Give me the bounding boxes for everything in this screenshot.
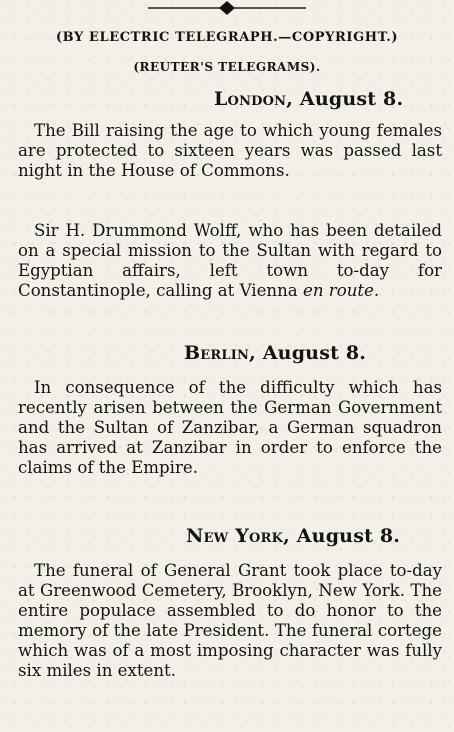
dateline-berlin: [184, 342, 366, 364]
dateline-city: London,: [214, 88, 294, 110]
italic-phrase: en route.: [303, 281, 380, 300]
dateline-date: August 8.: [296, 525, 401, 547]
article-paragraph: Sir H. Drummond Wolff, who has been detailed on a special mission to the Sultan with regard to Egyptian affairs, left town to-day for Constantinople, calling at Vienna en route.: [18, 221, 442, 300]
agency-header: (REUTER'S TELEGRAMS).: [133, 60, 321, 74]
dateline-date: August 8.: [262, 342, 367, 364]
dateline-city: Berlin,: [184, 342, 256, 364]
article-paragraph: The Bill raising the age to which young females are protected to sixteen years was passed last night in the House of Commons.: [18, 121, 442, 180]
article-paragraph: In consequence of the difficulty which has recently arisen between the German Government and the Sultan of Zanzibar, a German squadron has arrived at Zanzibar in order to enforce the claims of the Empire.: [18, 378, 442, 477]
dateline-city: New York,: [186, 525, 290, 547]
dateline-london: [214, 88, 403, 110]
dateline-date: August 8.: [299, 88, 404, 110]
source-header: (BY ELECTRIC TELEGRAPH.—COPYRIGHT.): [55, 30, 399, 45]
article-paragraph: The funeral of General Grant took place to-day at Greenwood Cemetery, Brooklyn, New York. The entire populace assembled to do honor to the memory of the late President. The funeral cortege which was of a most imposing character was fully six miles in extent.: [18, 561, 442, 680]
dash-ornament-icon: [0, 0, 454, 16]
dateline-new-york: [186, 525, 400, 547]
